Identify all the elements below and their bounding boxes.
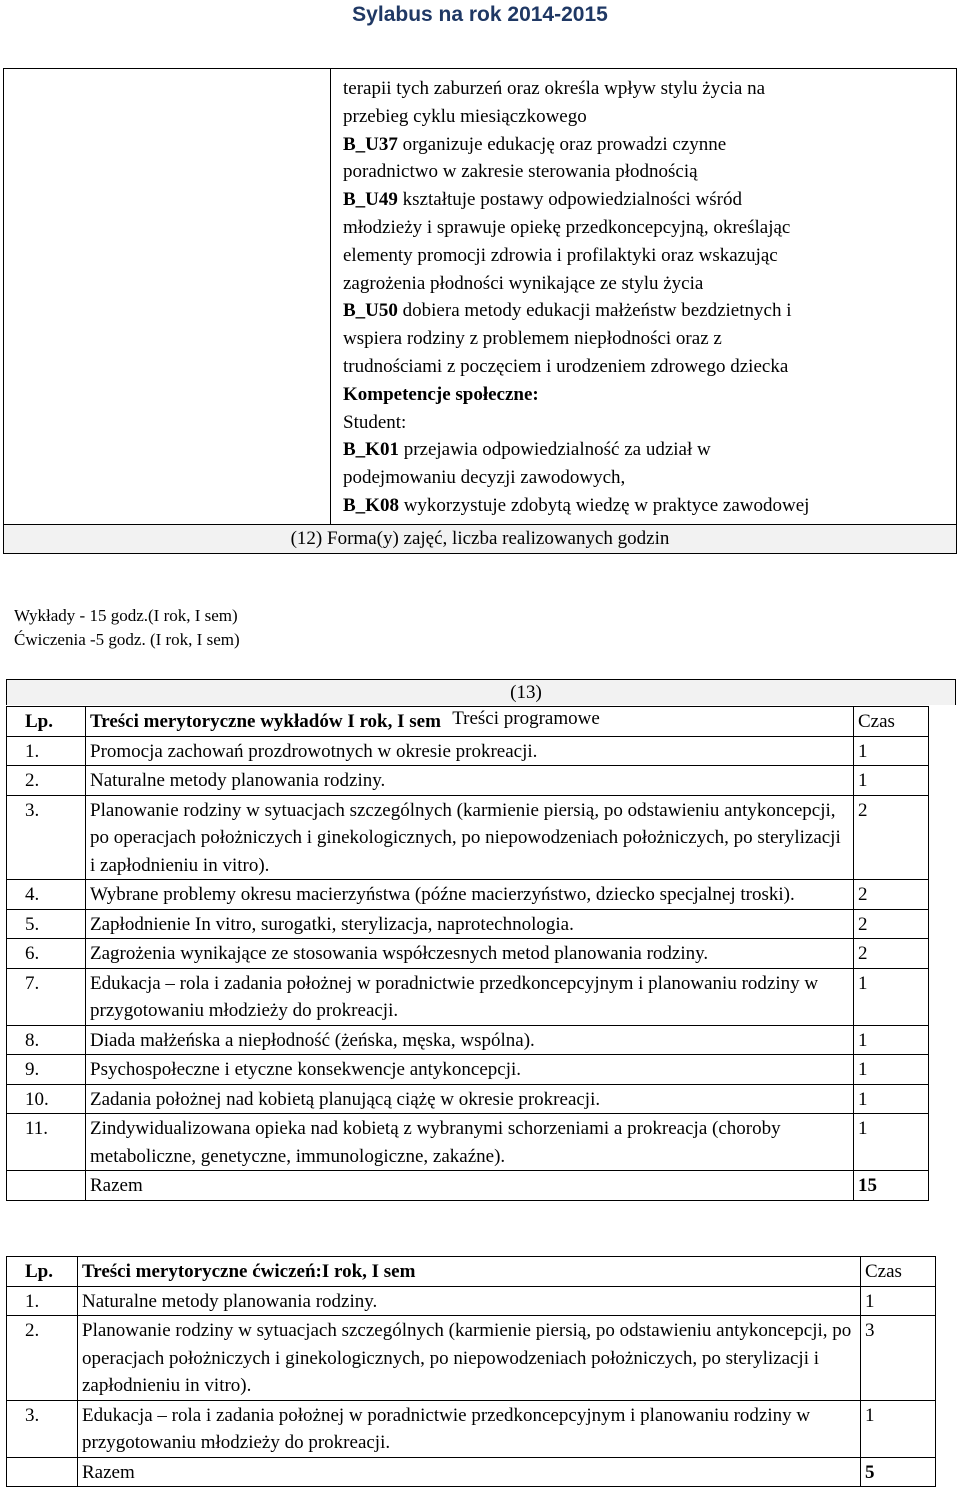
cell-lp: 1. bbox=[7, 736, 86, 766]
competency-line bbox=[343, 158, 956, 186]
table-row bbox=[7, 1084, 929, 1114]
cell-topic: Zadania położnej nad kobietą planującą ciążę w okresie prokreacji. bbox=[86, 1084, 854, 1114]
competency-line bbox=[343, 75, 956, 103]
lectures-header-lp: Lp. bbox=[7, 707, 86, 737]
competency-text: przejawia odpowiedzialność za udział w bbox=[398, 439, 711, 461]
cell-topic: Zagrożenia wynikające ze stosowania współczesnych metod planowania rodziny. bbox=[86, 939, 854, 969]
competency-code: Kompetencje społeczne: bbox=[343, 383, 539, 405]
lectures-header-time: Czas bbox=[854, 707, 929, 737]
total-row bbox=[7, 1457, 936, 1487]
table-row bbox=[7, 1286, 936, 1316]
competency-code: B_U37 bbox=[343, 133, 398, 155]
lectures-header-topic-bold: Treści merytoryczne wykładów bbox=[90, 711, 348, 732]
cell-time: 1 bbox=[854, 1055, 929, 1085]
competency-text: trudnościami z poczęciem i urodzeniem zdrowego dziecka bbox=[343, 355, 789, 377]
competency-text: elementy promocji zdrowia i profilaktyki oraz wskazując bbox=[343, 244, 778, 266]
competencies-cell bbox=[331, 69, 957, 525]
exercises-header-topic: Treści merytoryczne ćwiczeń:I rok, I sem bbox=[78, 1257, 861, 1287]
table-row bbox=[7, 795, 929, 880]
program-section-number: (13) bbox=[510, 682, 542, 703]
table-row bbox=[7, 968, 929, 1025]
cell-time: 1 bbox=[861, 1286, 936, 1316]
total-value: 5 bbox=[861, 1457, 936, 1487]
lectures-header-topic bbox=[86, 707, 854, 737]
competency-line bbox=[343, 325, 956, 353]
cell-lp: 3. bbox=[7, 1400, 78, 1457]
competency-text: wykorzystuje zdobytą wiedzę w praktyce zawodowej bbox=[398, 494, 810, 516]
table-row bbox=[7, 1025, 929, 1055]
competency-line bbox=[343, 436, 956, 464]
competency-line bbox=[343, 131, 956, 159]
competency-code: B_K01 bbox=[343, 439, 399, 461]
competency-code: B_U50 bbox=[343, 300, 398, 322]
competency-code: B_U49 bbox=[343, 189, 398, 211]
competency-text: Student: bbox=[343, 411, 407, 433]
competency-text: kształtuje postawy odpowiedzialności wśród bbox=[397, 189, 742, 211]
competency-text: organizuje edukację oraz prowadzi czynne bbox=[397, 133, 727, 155]
competency-code: B_K08 bbox=[343, 494, 399, 516]
table-row bbox=[7, 939, 929, 969]
exercises-table bbox=[6, 1256, 936, 1487]
cell-time: 3 bbox=[861, 1316, 936, 1401]
cell-topic: Edukacja – rola i zadania położnej w poradnictwie przedkoncepcyjnym i planowaniu rodziny w przygotowaniu młodzieży do prokreacji. bbox=[86, 968, 854, 1025]
competency-line bbox=[343, 297, 956, 325]
competency-text: terapii tych zaburzeń oraz określa wpływ stylu życia na bbox=[343, 78, 766, 99]
exercises-header-row bbox=[7, 1257, 936, 1287]
forms-section-title bbox=[4, 524, 957, 553]
competency-text: wspiera rodziny z problemem niepłodności oraz z bbox=[343, 328, 722, 350]
competency-text: przebieg cyklu miesiączkowego bbox=[343, 105, 587, 127]
cell-lp: 8. bbox=[7, 1025, 86, 1055]
forms-section-number: (12) bbox=[290, 527, 323, 549]
table-row bbox=[7, 736, 929, 766]
cell-lp: 2. bbox=[7, 766, 86, 796]
total-label: Razem bbox=[86, 1171, 854, 1201]
cell-topic: Wybrane problemy okresu macierzyństwa (późne macierzyństwo, dziecko specjalnej troski). bbox=[86, 880, 854, 910]
cell-time: 1 bbox=[854, 1025, 929, 1055]
total-empty bbox=[7, 1171, 86, 1201]
competency-line bbox=[343, 103, 956, 131]
competency-line bbox=[343, 353, 956, 381]
cell-lp: 7. bbox=[7, 968, 86, 1025]
cell-lp: 10. bbox=[7, 1084, 86, 1114]
cell-lp: 9. bbox=[7, 1055, 86, 1085]
competency-line bbox=[343, 464, 956, 492]
table-row bbox=[7, 1316, 936, 1401]
competency-line bbox=[343, 214, 956, 242]
cell-time: 1 bbox=[854, 766, 929, 796]
cell-time: 1 bbox=[861, 1400, 936, 1457]
total-label: Razem bbox=[78, 1457, 861, 1487]
exercises-header-time: Czas bbox=[861, 1257, 936, 1287]
learning-outcomes-table bbox=[3, 68, 957, 554]
competency-line bbox=[343, 186, 956, 214]
cell-topic: Edukacja – rola i zadania położnej w poradnictwie przedkoncepcyjnym i planowaniu rodziny w przygotowaniu młodzieży do prokreacji. bbox=[78, 1400, 861, 1457]
cell-topic: Naturalne metody planowania rodziny. bbox=[86, 766, 854, 796]
table-row bbox=[7, 1055, 929, 1085]
cell-time: 2 bbox=[854, 795, 929, 880]
cell-lp: 11. bbox=[7, 1114, 86, 1171]
forms-section-label: Forma(y) zajęć, liczba realizowanych godzin bbox=[322, 527, 670, 549]
competency-text: młodzieży i sprawuje opiekę przedkoncepcyjną, określając bbox=[343, 216, 791, 238]
cell-time: 1 bbox=[854, 1084, 929, 1114]
competency-line bbox=[343, 381, 956, 409]
cell-lp: 5. bbox=[7, 909, 86, 939]
cell-topic: Promocja zachowań prozdrowotnych w okresie prokreacji. bbox=[86, 736, 854, 766]
cell-lp: 4. bbox=[7, 880, 86, 910]
forms-list bbox=[14, 604, 240, 652]
cell-time: 2 bbox=[854, 909, 929, 939]
cell-topic: Planowanie rodziny w sytuacjach szczególnych (karmienie piersią, po odstawieniu antykoncepcji, po operacjach położniczych i ginekologicznych, po niepowodzeniach położniczych, po sterylizacji i zapłodnieniu in vitro). bbox=[78, 1316, 861, 1401]
cell-time: 1 bbox=[854, 736, 929, 766]
lectures-table bbox=[6, 706, 929, 1201]
table-row bbox=[7, 1400, 936, 1457]
cell-lp: 6. bbox=[7, 939, 86, 969]
program-section-label: Treści programowe bbox=[452, 708, 600, 729]
table-row bbox=[7, 1114, 929, 1171]
total-value: 15 bbox=[854, 1171, 929, 1201]
exercises-header-lp: Lp. bbox=[7, 1257, 78, 1287]
table-row bbox=[7, 880, 929, 910]
cell-lp: 3. bbox=[7, 795, 86, 880]
cell-lp: 2. bbox=[7, 1316, 78, 1401]
cell-topic: Naturalne metody planowania rodziny. bbox=[78, 1286, 861, 1316]
empty-left-cell bbox=[4, 69, 331, 525]
cell-topic: Diada małżeńska a niepłodność (żeńska, męska, wspólna). bbox=[86, 1025, 854, 1055]
cell-time: 1 bbox=[854, 968, 929, 1025]
competency-text: dobiera metody edukacji małżeństw bezdzietnych i bbox=[397, 300, 792, 322]
cell-topic: Zindywidualizowana opieka nad kobietą z wybranymi schorzeniami a prokreacja (choroby metaboliczne, genetyczne, immunologiczne, zakaźne). bbox=[86, 1114, 854, 1171]
forms-item-exercises: Ćwiczenia -5 godz. (I rok, I sem) bbox=[14, 630, 240, 649]
cell-lp: 1. bbox=[7, 1286, 78, 1316]
cell-topic: Zapłodnienie In vitro, surogatki, sterylizacja, naprotechnologia. bbox=[86, 909, 854, 939]
cell-topic: Psychospołeczne i etyczne konsekwencje antykoncepcji. bbox=[86, 1055, 854, 1085]
total-row bbox=[7, 1171, 929, 1201]
competency-line bbox=[343, 409, 956, 437]
competency-line bbox=[343, 242, 956, 270]
competency-text: podejmowaniu decyzji zawodowych, bbox=[343, 467, 626, 489]
table-row bbox=[7, 909, 929, 939]
lectures-header-topic-rest: I rok, I sem bbox=[347, 711, 441, 732]
cell-topic: Planowanie rodziny w sytuacjach szczególnych (karmienie piersią, po odstawieniu antykoncepcji, po operacjach położniczych i ginekologicznych, po niepowodzeniach położniczych, po sterylizacji i zapłodnieniu in vitro). bbox=[86, 795, 854, 880]
forms-item-lectures: Wykłady - 15 godz.(I rok, I sem) bbox=[14, 606, 238, 625]
cell-time: 2 bbox=[854, 939, 929, 969]
competencies-list bbox=[343, 75, 956, 520]
competency-line bbox=[343, 492, 956, 520]
total-empty bbox=[7, 1457, 78, 1487]
page-title: Sylabus na rok 2014-2015 bbox=[352, 3, 608, 26]
cell-time: 1 bbox=[854, 1114, 929, 1171]
cell-time: 2 bbox=[854, 880, 929, 910]
competency-line bbox=[343, 270, 956, 298]
competency-text: poradnictwo w zakresie sterowania płodnością bbox=[343, 161, 698, 183]
table-row bbox=[7, 766, 929, 796]
lectures-header-row bbox=[7, 707, 929, 737]
competency-text: zagrożenia płodności wynikające ze stylu życia bbox=[343, 272, 704, 294]
